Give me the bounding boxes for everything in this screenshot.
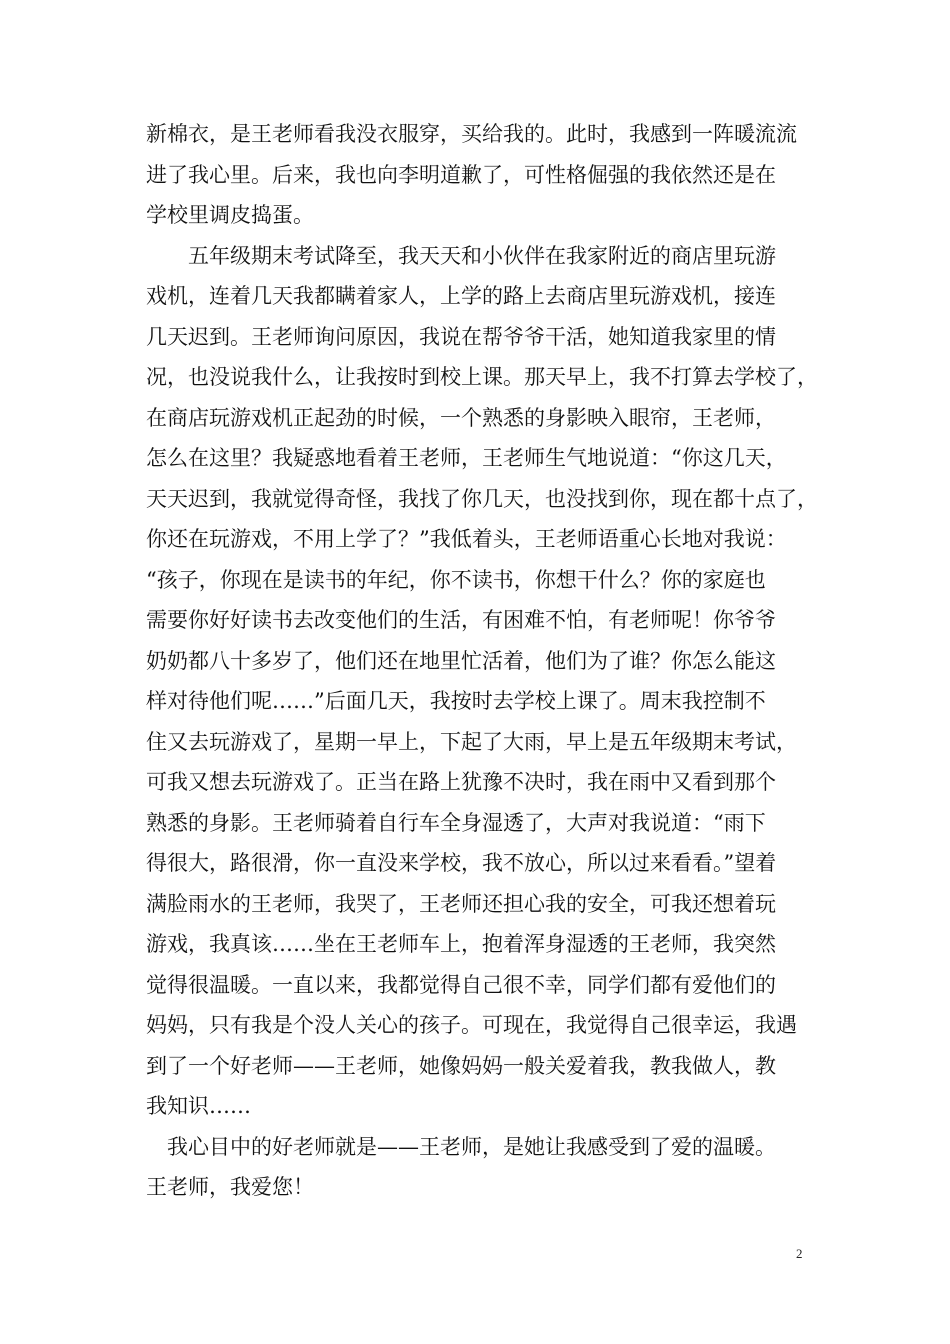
text-line: 五年级期末考试降至，我天天和小伙伴在我家附近的商店里玩游 (188, 243, 776, 268)
paragraph-2 (146, 236, 826, 1127)
text-line: 我心目中的好老师就是——王老师，是她让我感受到了爱的温暖。 (167, 1134, 776, 1159)
text-line: 学校里调皮捣蛋。 (146, 203, 314, 227)
text-line: 觉得很温暖。一直以来，我都觉得自己很不幸，同学们都有爱他们的 (146, 972, 776, 997)
paragraph-3 (146, 1127, 826, 1208)
text-line: 新棉衣，是王老师看我没衣服穿，买给我的。此时，我感到一阵暖流流 (146, 122, 797, 146)
text-line: 怎么在这里？我疑惑地看着王老师，王老师生气地说道：“你这几天， (146, 446, 787, 470)
text-line: 游戏，我真该……坐在王老师车上，抱着浑身湿透的王老师，我突然 (146, 932, 776, 956)
text-line: 况，也没说我什么，让我按时到校上课。那天早上，我不打算去学校了， (146, 365, 818, 389)
text-line: 妈妈，只有我是个没人关心的孩子。可现在，我觉得自己很幸运，我遇 (146, 1013, 797, 1037)
text-line: 戏机，连着几天我都瞒着家人，上学的路上去商店里玩游戏机，接连 (146, 284, 776, 308)
page-number: 2 (796, 1246, 803, 1261)
text-line: 样对待他们呢……”后面几天，我按时去学校上课了。周末我控制不 (146, 689, 766, 713)
text-line: 进了我心里。后来，我也向李明道歉了，可性格倔强的我依然还是在 (146, 162, 776, 187)
text-line: 王老师，我爱您！ (146, 1175, 314, 1199)
text-line: 需要你好好读书去改变他们的生活，有困难不怕，有老师呢！你爷爷 (146, 608, 776, 632)
text-line: 满脸雨水的王老师，我哭了，王老师还担心我的安全，可我还想着玩 (146, 891, 776, 916)
text-line: 几天迟到。王老师询问原因，我说在帮爷爷干活，她知道我家里的情 (146, 324, 776, 349)
text-line: 到了一个好老师——王老师，她像妈妈一般关爱着我，教我做人，教 (146, 1053, 776, 1078)
text-line: 得很大，路很滑，你一直没来学校，我不放心，所以过来看看。”望着 (146, 851, 777, 875)
body-text (146, 114, 826, 1208)
text-line: 在商店玩游戏机正起劲的时候，一个熟悉的身影映入眼帘，王老师， (146, 405, 776, 430)
text-line: “孩子，你现在是读书的年纪，你不读书，你想干什么？你的家庭也 (146, 567, 766, 592)
paragraph-1 (146, 114, 826, 236)
text-line: 奶奶都八十多岁了，他们还在地里忙活着，他们为了谁？你怎么能这 (146, 648, 776, 673)
text-line: 住又去玩游戏了，星期一早上，下起了大雨，早上是五年级期末考试， (146, 729, 797, 754)
text-line: 熟悉的身影。王老师骑着自行车全身湿透了，大声对我说道：“雨下 (146, 810, 766, 835)
text-line: 可我又想去玩游戏了。正当在路上犹豫不决时，我在雨中又看到那个 (146, 770, 776, 794)
text-line: 我知识…… (146, 1094, 251, 1118)
text-line: 你还在玩游戏，不用上学了？”我低着头，王老师语重心长地对我说： (146, 527, 787, 551)
text-line: 天天迟到，我就觉得奇怪，我找了你几天，也没找到你，现在都十点了， (146, 486, 818, 511)
